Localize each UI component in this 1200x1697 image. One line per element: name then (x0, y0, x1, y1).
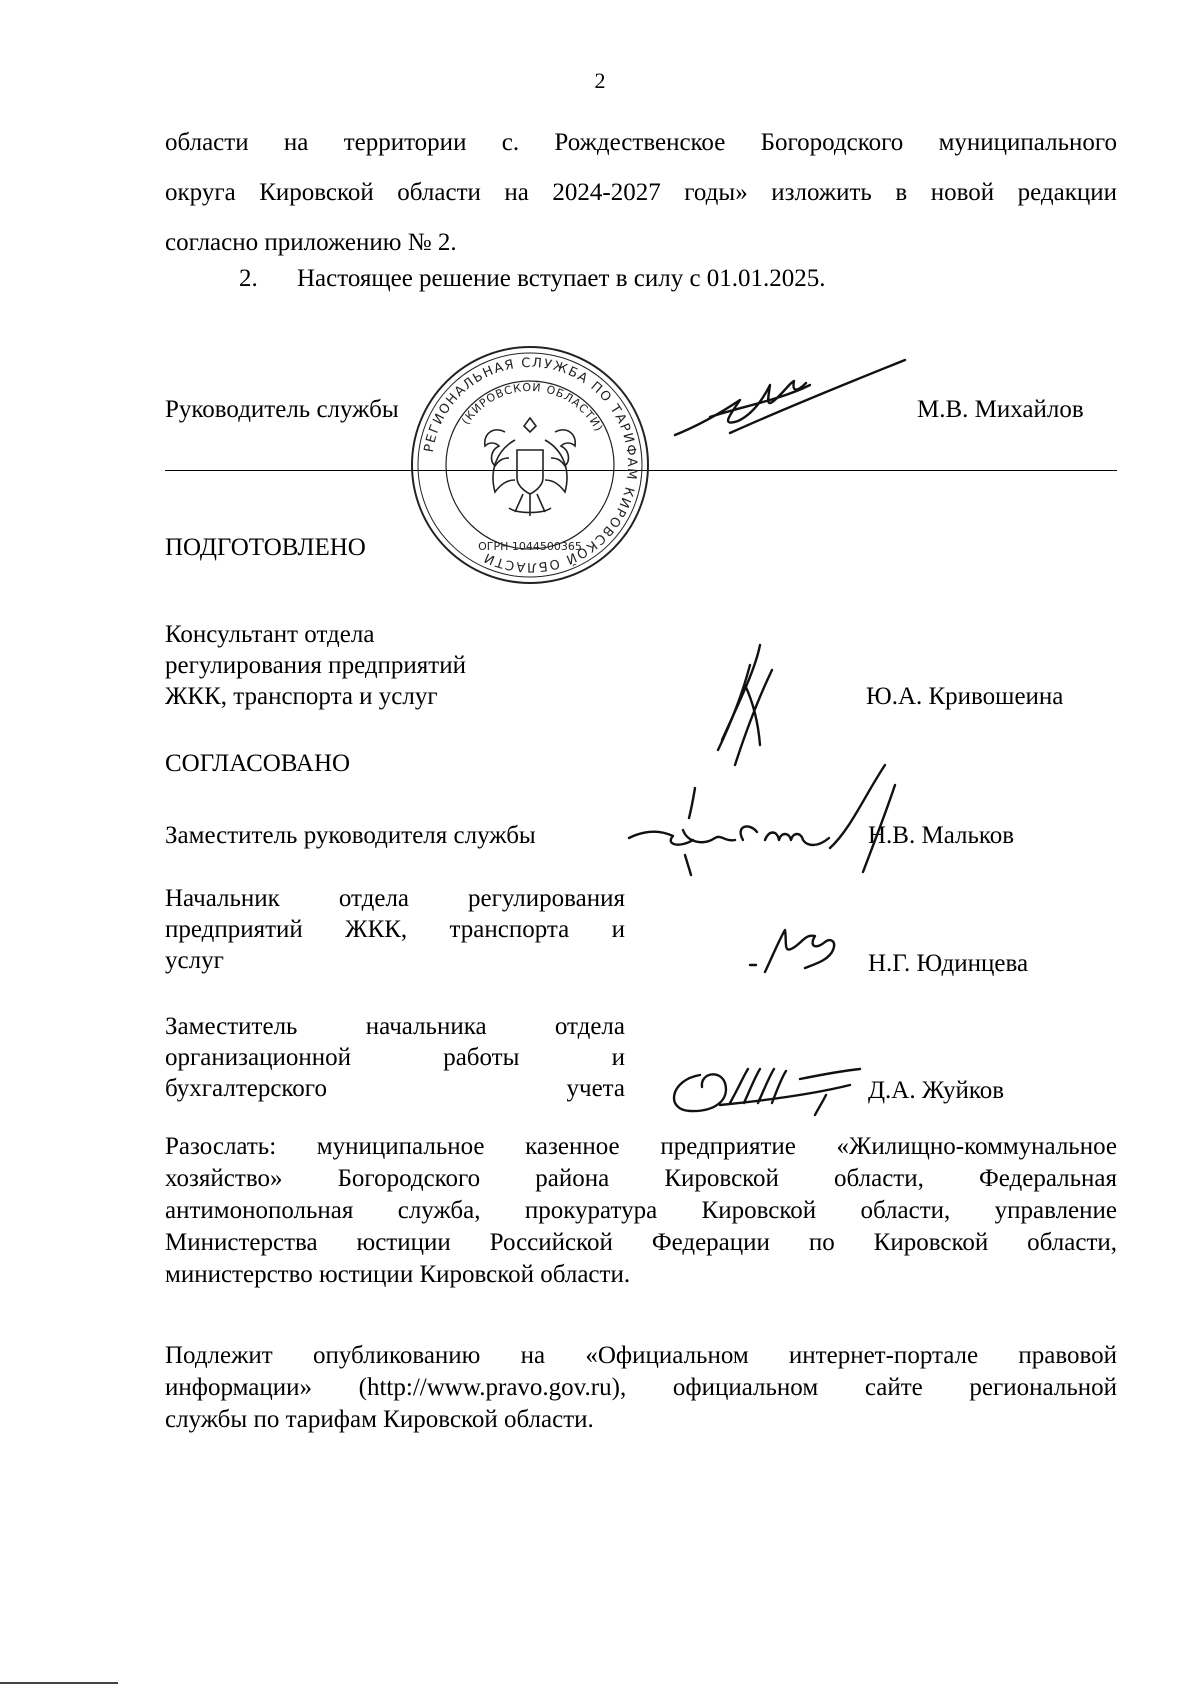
distribution-line: Разослать: муниципальное казенное предприятие «Жилищно-коммунальное (165, 1133, 1117, 1160)
seal-inner-text: (КИРОВСКОЙ ОБЛАСТИ) (459, 380, 606, 435)
publication-paragraph (165, 1340, 1117, 1436)
footer-rule (0, 1682, 118, 1684)
head-signature (670, 355, 910, 455)
publication-line: Подлежит опубликованию на «Официальном интернет-портале правовой (165, 1342, 1117, 1369)
paragraph-1-line: согласно приложению № 2. (165, 229, 457, 256)
signatory-3-position-line: Заместитель начальника отдела (165, 1013, 625, 1040)
signatory-3-name: Д.А. Жуйков (868, 1077, 1005, 1104)
seal-outer-text: РЕГИОНАЛЬНАЯ СЛУЖБА ПО ТАРИФАМ КИРОВСКОЙ ОБЛАСТИ (421, 355, 640, 575)
page-number: 2 (594, 68, 606, 93)
signatory-3-position-line: организационной работы и (165, 1044, 625, 1071)
publication-line: службы по тарифам Кировской области. (165, 1406, 594, 1433)
prepared-position-line: Консультант отдела (165, 621, 375, 648)
paragraph-1 (165, 118, 1117, 268)
prepared-heading: ПОДГОТОВЛЕНО (165, 534, 366, 561)
item-2-number: 2. (239, 265, 258, 292)
paragraph-1-line: области на территории с. Рождественское Богородского муниципального (165, 129, 1117, 156)
prepared-name: Ю.А. Кривошеина (866, 683, 1064, 710)
signatory-2-position-line: услуг (165, 947, 224, 974)
signatory-2-name: Н.Г. Юдинцева (868, 950, 1029, 977)
eagle-emblem-icon (485, 418, 576, 516)
prepared-position-line: ЖКК, транспорта и услуг (165, 683, 438, 710)
distribution-line: хозяйство» Богородского района Кировской области, Федеральная (165, 1165, 1117, 1192)
publication-line: информации» (http://www.pravo.gov.ru), официальном сайте региональной (165, 1374, 1117, 1401)
prepared-position-line: регулирования предприятий (165, 652, 466, 679)
signatory-1-position-line: Заместитель руководителя службы (165, 822, 536, 849)
signatory-3-position (165, 1011, 625, 1104)
distribution-line: министерство юстиции Кировской области. (165, 1261, 631, 1288)
distribution-paragraph (165, 1131, 1117, 1291)
official-seal (405, 340, 655, 590)
paragraph-1-line: округа Кировской области на 2024-2027 годы» изложить в новой редакции (165, 179, 1117, 206)
signatory-2-position-line: Начальник отдела регулирования (165, 885, 625, 912)
signatory-3-signature (660, 1055, 865, 1120)
agreed-heading: СОГЛАСОВАНО (165, 750, 351, 777)
signatory-3-position-line: бухгалтерского учета (165, 1075, 625, 1102)
signatory-2-signature (745, 920, 855, 985)
svg-text:(КИРОВСКОЙ ОБЛАСТИ) (459, 381, 605, 434)
head-title: Руководитель службы (165, 396, 399, 423)
signatory-1-signature (625, 760, 905, 890)
head-name: М.В. Михайлов (917, 396, 1084, 423)
signatory-1-position (165, 820, 605, 851)
distribution-line: антимонопольная служба, прокуратура Кировской области, управление (165, 1197, 1117, 1224)
signatory-2-position (165, 883, 625, 976)
signatory-1-name: Н.В. Мальков (868, 822, 1015, 849)
item-2-text: Настоящее решение вступает в силу с 01.01.2025. (297, 265, 826, 292)
prepared-position (165, 619, 605, 712)
signatory-2-position-line: предприятий ЖКК, транспорта и (165, 916, 625, 943)
distribution-line: Министерства юстиции Российской Федерации по Кировской области, (165, 1229, 1117, 1256)
prepared-signature (700, 640, 790, 775)
seal-ogrn: ОГРН 1044500365 (478, 540, 582, 553)
